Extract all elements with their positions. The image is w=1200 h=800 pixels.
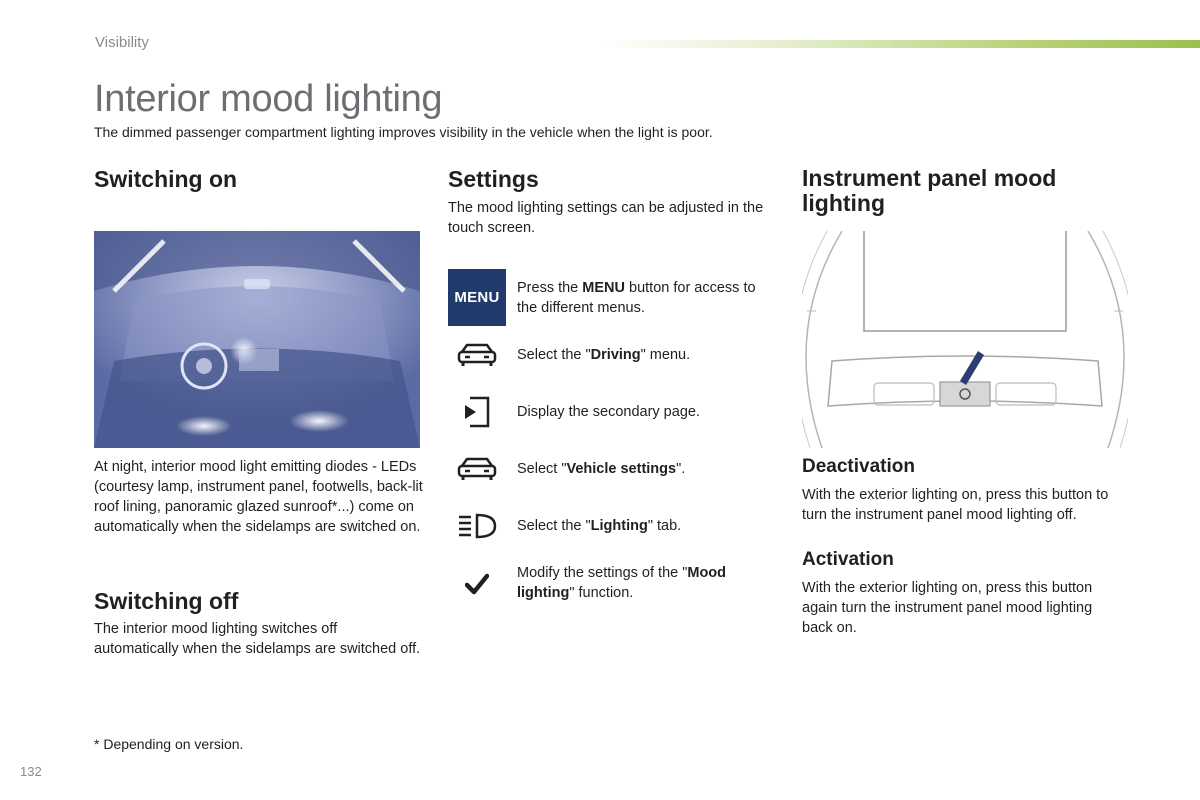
step-4-text: Select "Vehicle settings". — [517, 461, 686, 477]
deactivation-text: With the exterior lighting on, press this button to turn the instrument panel mood lighting off. — [802, 487, 1109, 523]
settings-intro: The mood lighting settings can be adjusted in the touch screen. — [448, 200, 764, 236]
instrument-panel-illustration — [802, 231, 1128, 448]
footnote: * Depending on version. — [94, 736, 244, 752]
page-title: Interior mood lighting — [94, 78, 443, 120]
header-accent-bar — [600, 40, 1200, 48]
activation-text: With the exterior lighting on, press this button again turn the instrument panel mood lighting back on. — [802, 580, 1093, 636]
step-2-text: Select the "Driving" menu. — [517, 347, 691, 363]
step-6-text: Modify the settings of the "Mood lighting" function. — [517, 565, 727, 601]
car-icon — [448, 454, 506, 484]
settings-heading: Settings — [448, 166, 539, 192]
checkmark-icon — [448, 570, 506, 598]
step-3-text: Display the secondary page. — [517, 404, 700, 420]
step-5-text: Select the "Lighting" tab. — [517, 518, 682, 534]
switching-off-text: The interior mood lighting switches off automatically when the sidelamps are switched off. — [94, 621, 421, 657]
cabin-illustration — [94, 231, 420, 448]
switching-on-text: At night, interior mood light emitting diodes - LEDs (courtesy lamp, instrument panel, footwells, back-lit roof lining, panoramic glazed sunroof*...) come on automatically when the sidelamps are switched on. — [94, 459, 423, 535]
page-intro: The dimmed passenger compartment lighting improves visibility in the vehicle when the light is poor. — [94, 124, 713, 140]
deactivation-heading: Deactivation — [802, 456, 915, 477]
page-number: 132 — [20, 764, 42, 779]
car-icon — [448, 340, 506, 370]
activation-heading: Activation — [802, 549, 894, 570]
section-tag: Visibility — [95, 34, 149, 51]
switching-on-heading: Switching on — [94, 166, 238, 192]
headlamp-icon — [448, 512, 506, 540]
secondary-page-icon — [448, 396, 506, 428]
instrument-panel-heading: Instrument panel mood lighting — [802, 165, 1057, 216]
switching-off-heading: Switching off — [94, 588, 239, 614]
menu-button: MENU — [448, 269, 506, 326]
step-1-text: Press the MENU button for access to the different menus. — [517, 280, 756, 316]
